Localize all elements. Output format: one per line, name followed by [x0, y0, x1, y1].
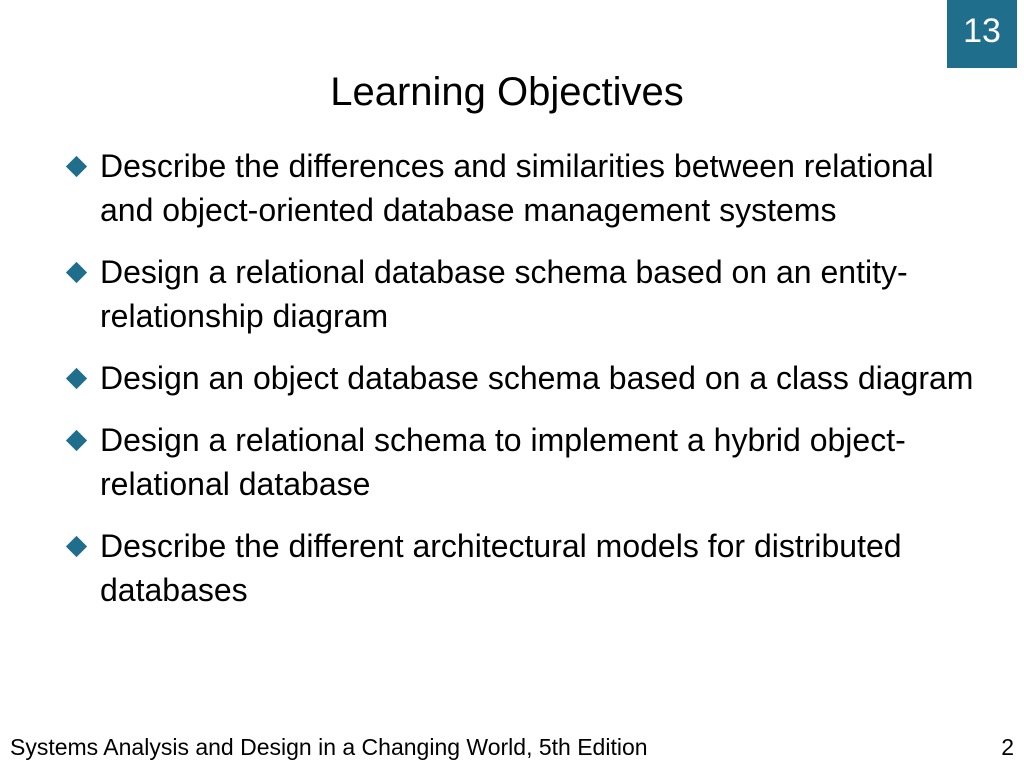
page-number: 2 — [1001, 734, 1014, 760]
slide-title-text: Learning Objectives — [330, 70, 684, 114]
diamond-bullet-icon — [66, 262, 87, 283]
objective-item — [64, 144, 984, 232]
diamond-bullet-icon — [66, 430, 87, 451]
objective-text: Design a relational schema to implement a hybrid object-relational database — [100, 422, 906, 502]
objective-item — [64, 524, 984, 612]
objective-item — [64, 356, 984, 400]
objective-text: Design an object database schema based on a class diagram — [100, 360, 974, 396]
slide-title — [0, 68, 1024, 116]
objectives-list — [64, 144, 984, 630]
objective-text: Describe the differences and similarities between relational and object-oriented database management systems — [100, 148, 934, 228]
chapter-badge: 13 — [947, 0, 1017, 68]
objective-item — [64, 418, 984, 506]
footer-book-title: Systems Analysis and Design in a Changing World, 5th Edition — [10, 734, 648, 760]
diamond-bullet-icon — [66, 156, 87, 177]
objective-text: Describe the different architectural models for distributed databases — [100, 528, 902, 608]
objective-item — [64, 250, 984, 338]
objective-text: Design a relational database schema based on an entity-relationship diagram — [100, 254, 908, 334]
diamond-bullet-icon — [66, 536, 87, 557]
diamond-bullet-icon — [66, 368, 87, 389]
